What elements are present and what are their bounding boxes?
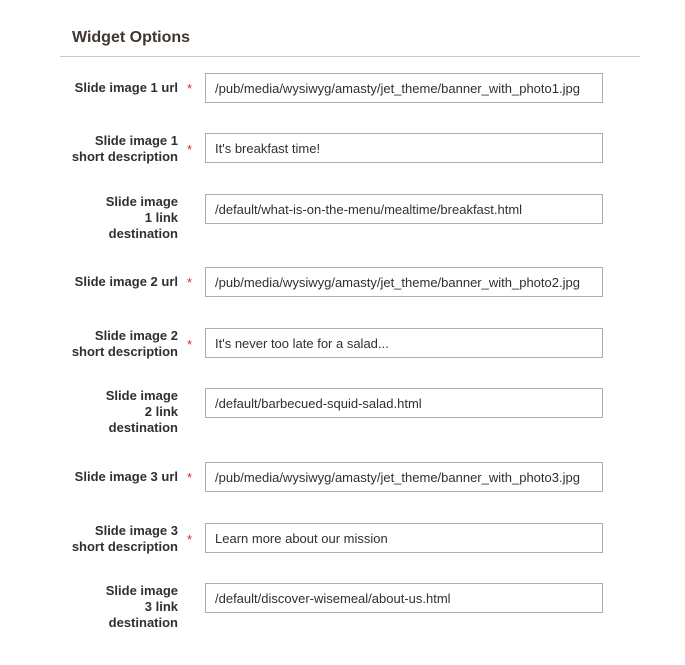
field-label-line: Slide image (105, 583, 178, 598)
field-label (38, 469, 178, 485)
field-label-line: 1 link (144, 210, 178, 225)
slide-image-1-description-input[interactable] (205, 133, 603, 163)
field-slide-image-2-url (0, 266, 685, 326)
field-label-line: destination (108, 226, 178, 241)
field-label (38, 328, 178, 360)
field-label-line: 2 link (144, 404, 178, 419)
field-label (38, 274, 178, 290)
field-label-line: 3 link (144, 599, 178, 614)
required-mark: * (187, 470, 193, 485)
field-label-line: Slide image 1 (94, 133, 178, 148)
field-label-line: Slide image 2 (94, 328, 178, 343)
field-label (38, 583, 178, 631)
field-label-line: Slide image 1 url (74, 80, 178, 95)
required-mark: * (187, 337, 193, 352)
field-label-line: destination (108, 420, 178, 435)
slide-image-2-link-input[interactable] (205, 388, 603, 418)
field-label-line: short description (71, 149, 178, 164)
field-label-line: Slide image (105, 194, 178, 209)
slide-image-3-description-input[interactable] (205, 523, 603, 553)
field-slide-image-3-link (0, 582, 685, 642)
required-mark: * (187, 142, 193, 157)
field-slide-image-2-description (0, 327, 685, 387)
field-label-line: Slide image 3 url (74, 469, 178, 484)
slide-image-2-description-input[interactable] (205, 328, 603, 358)
field-slide-image-3-url (0, 461, 685, 521)
field-slide-image-1-link (0, 193, 685, 253)
required-mark: * (187, 81, 193, 96)
field-label-line: Slide image 3 (94, 523, 178, 538)
field-label (38, 133, 178, 165)
field-label-line: Slide image 2 url (74, 274, 178, 289)
field-label (38, 388, 178, 436)
section-divider (60, 56, 640, 57)
section-title: Widget Options (72, 29, 191, 46)
field-slide-image-3-description (0, 522, 685, 582)
slide-image-2-url-input[interactable] (205, 267, 603, 297)
field-slide-image-1-description (0, 132, 685, 192)
field-slide-image-2-link (0, 387, 685, 447)
field-slide-image-1-url (0, 72, 685, 132)
field-label-line: Slide image (105, 388, 178, 403)
required-mark: * (187, 532, 193, 547)
field-label (38, 194, 178, 242)
slide-image-1-link-input[interactable] (205, 194, 603, 224)
field-label-line: short description (71, 344, 178, 359)
required-mark: * (187, 275, 193, 290)
field-label (38, 80, 178, 96)
slide-image-1-url-input[interactable] (205, 73, 603, 103)
slide-image-3-url-input[interactable] (205, 462, 603, 492)
field-label (38, 523, 178, 555)
field-label-line: short description (71, 539, 178, 554)
field-label-line: destination (108, 615, 178, 630)
slide-image-3-link-input[interactable] (205, 583, 603, 613)
